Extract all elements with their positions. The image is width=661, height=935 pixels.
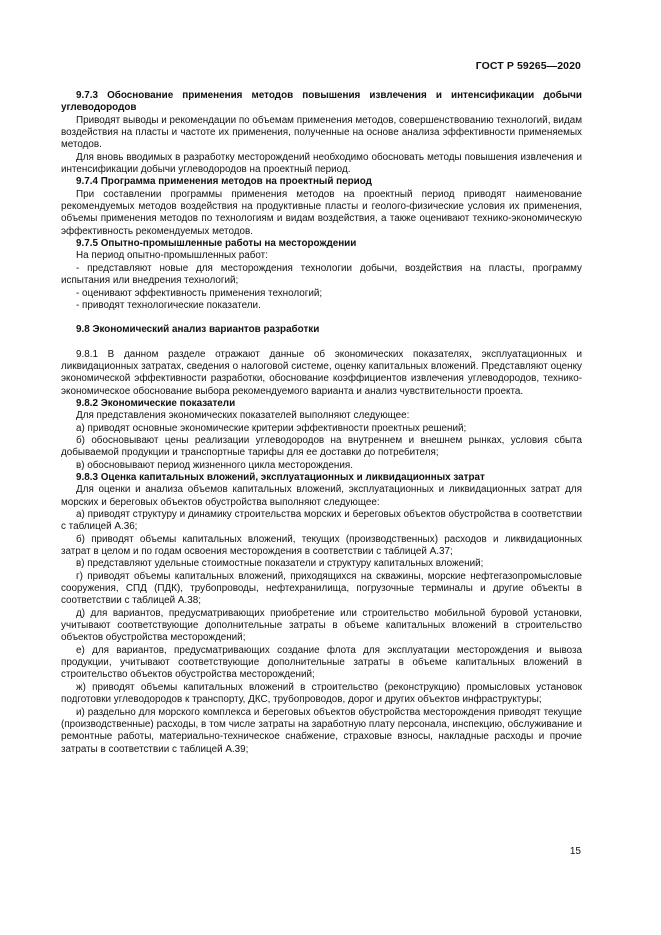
- paragraph: и) раздельно для морского комплекса и береговых объектов обустройства месторождения приводят текущие (производственные) расходы, в том числе затраты на заработную плату персонала, инспекцию, обслуживание и ремонтные работы, материально-техническое снабжение, страховые взносы, накладные расходы и прочие затраты в соответствии с таблицей А.39;: [61, 706, 582, 755]
- paragraph: Приводят выводы и рекомендации по объемам применения методов, совершенствованию технологий, видам воздействия на пласты и частоте их применения, полученные на основе анализа эффективности применяемых методов.: [61, 114, 582, 151]
- paragraph: ж) приводят объемы капитальных вложений в строительство (реконструкцию) промысловых установок подготовки углеводородов к транспорту, ДКС, трубопроводов, дорог и других объектов инфраструктуры;: [61, 681, 582, 706]
- paragraph: е) для вариантов, предусматривающих создание флота для эксплуатации месторождения и вывоза продукции, учитывают соответствующие дополнительные затраты в объеме капитальных вложений в строительство объектов обустройства месторождений;: [61, 644, 582, 681]
- paragraph: На период опытно-промышленных работ:: [76, 250, 268, 262]
- paragraph: д) для вариантов, предусматривающих приобретение или строительство мобильной буровой установки, учитывают соответствующие дополнительные затраты в объеме капитальных вложений в строительство объектов обустройства месторождений;: [61, 607, 582, 644]
- paragraph: в) обосновывают период жизненного цикла месторождения.: [76, 459, 353, 471]
- paragraph: г) приводят объемы капитальных вложений, приходящихся на скважины, морские нефтегазопромысловые сооружения, СПД (ПДК), трубопроводы, нефтехранилища, погрузочные терминалы и другие объекты в соответствии с таблицей А.38;: [61, 570, 582, 607]
- paragraph: Для представления экономических показателей выполняют следующее:: [76, 410, 410, 422]
- section-heading: 9.8.3 Оценка капитальных вложений, эксплуатационных и ликвидационных затрат: [76, 471, 485, 483]
- paragraph: - представляют новые для месторождения технологии добычи, воздействия на пласты, программу испытания или внедрения технологий;: [61, 262, 582, 287]
- section-heading: 9.8.2 Экономические показатели: [76, 397, 236, 409]
- paragraph: Для оценки и анализа объемов капитальных вложений, эксплуатационных и ликвидационных затрат для морских и береговых объектов обустройства выполняют следующее:: [61, 484, 582, 508]
- paragraph: - оценивают эффективность применения технологий;: [76, 287, 323, 299]
- paragraph: При составлении программы применения методов на проектный период приводят наименование рекомендуемых методов воздействия на продуктивные пласты и геолого-физические условия их применения, объемы применения методов по технологиям и видам воздействия, а также оценивают технико-экономическую эффективность рекомендуемых методов.: [61, 188, 582, 237]
- standard-number: ГОСТ Р 59265—2020: [475, 60, 581, 72]
- paragraph: б) обосновывают цены реализации углеводородов на внутреннем и внешнем рынках, условия сбыта добываемой продукции и транспортные тарифы для ее доставки до потребителя;: [61, 434, 582, 459]
- paragraph: а) приводят структуру и динамику строительства морских и береговых объектов обустройства в соответствии с таблицей А.36;: [61, 509, 582, 533]
- paragraph: а) приводят основные экономические критерии эффективности проектных решений;: [76, 422, 467, 434]
- section-heading: 9.8 Экономический анализ вариантов разработки: [76, 324, 320, 336]
- paragraph: в) представляют удельные стоимостные показатели и структуру капитальных вложений;: [76, 558, 484, 570]
- document-body: [61, 90, 582, 756]
- paragraph: б) приводят объемы капитальных вложений, текущих (производственных) расходов и ликвидационных затрат в целом и по годам освоения месторождения в соответствии с таблицей А.37;: [61, 533, 582, 558]
- paragraph: - приводят технологические показатели.: [76, 299, 261, 311]
- page-number: 15: [569, 846, 581, 857]
- section-heading: 9.7.3 Обоснование применения методов повышения извлечения и интенсификации добычи углеводородов: [61, 90, 582, 114]
- section-heading: 9.7.4 Программа применения методов на проектный период: [76, 176, 372, 188]
- section-heading: 9.7.5 Опытно-промышленные работы на месторождении: [76, 238, 357, 250]
- paragraph: 9.8.1 В данном разделе отражают данные об экономических показателях, эксплуатационных и ликвидационных затратах, сведения о налоговой системе, оценку капитальных вложений. Представляют оценку экономической эффективности разработки, обоснование коэффициентов извлечения углеводородов, технико-экономическое обоснование выбора рекомендуемого варианта и анализ чувствительности проекта.: [61, 348, 582, 397]
- paragraph: Для вновь вводимых в разработку месторождений необходимо обосновать методы повышения извлечения и интенсификации добычи углеводородов на проектный период.: [61, 151, 582, 176]
